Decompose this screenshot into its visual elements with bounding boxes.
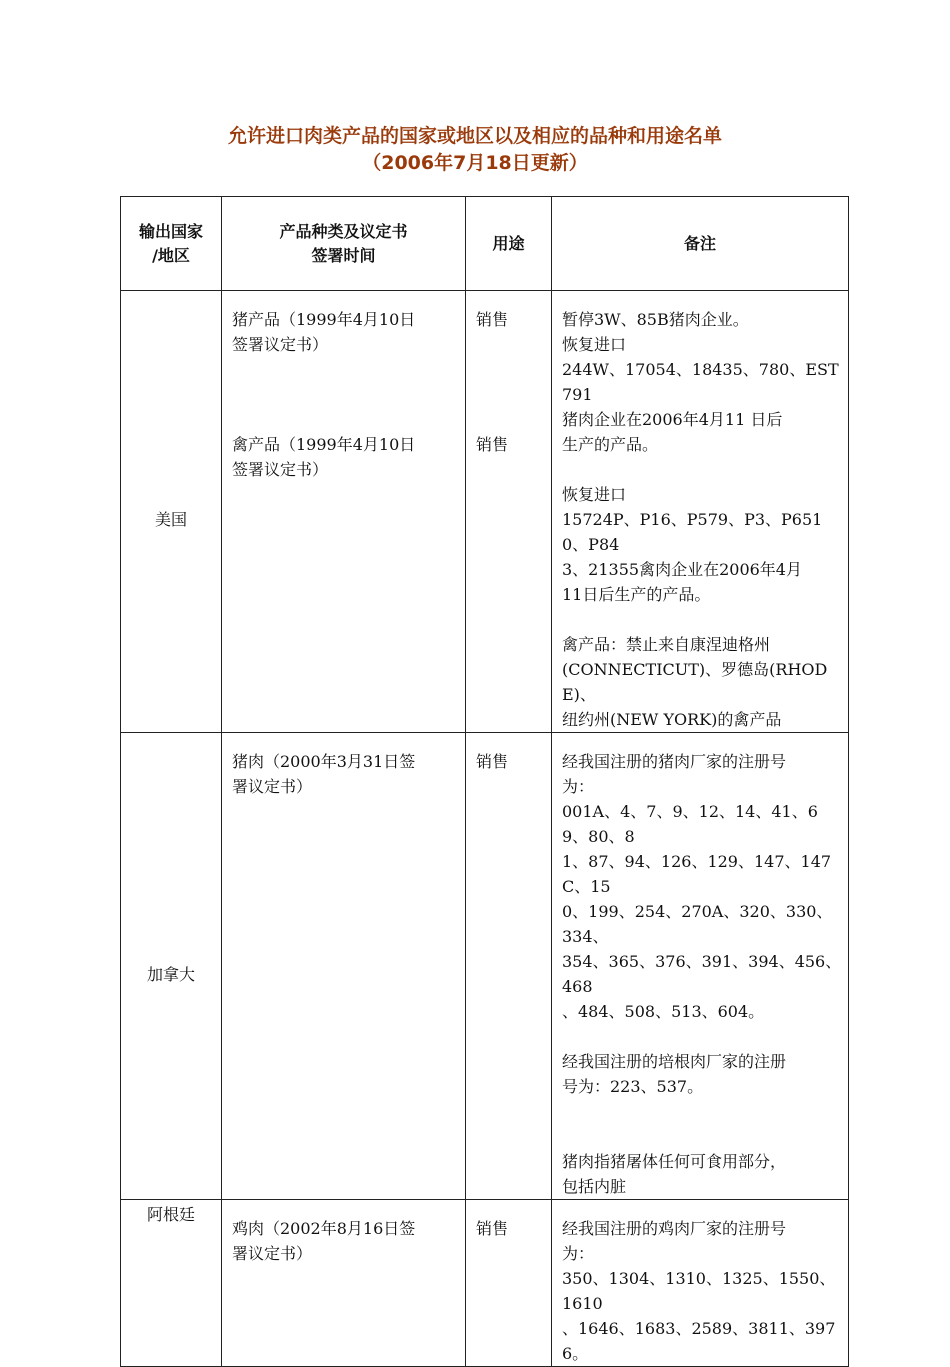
country-usa: 美国 <box>121 291 222 733</box>
table-header-row <box>121 197 849 291</box>
meat-import-table <box>120 196 849 1367</box>
remark-cell-canada: 经我国注册的猪肉厂家的注册号 为： 001A、4、7、9、12、14、41、69、80、8 1、87、94、126、129、147、147C、15 0、199、254、270A、320、330、334、 354、365、376、391、394、456、468 、484、508、513、604。 经我国注册的培根肉厂家的注册 号为：223、537。 猪肉指猪屠体任何可食用部分， 包括内脏 <box>552 733 849 1200</box>
document-title: 允许进口肉类产品的国家或地区以及相应的品种和用途名单 <box>227 125 722 147</box>
header-remark: 备注 <box>552 197 849 291</box>
product-cell-usa: 猪产品（1999年4月10日 签署议定书） 禽产品（1999年4月10日 签署议定书） <box>222 291 466 733</box>
document-subtitle-date: （2006年7月18日更新） <box>362 152 588 174</box>
remark-cell-argentina: 经我国注册的鸡肉厂家的注册号 为： 350、1304、1310、1325、1550、1610 、1646、1683、2589、3811、3976。 <box>552 1200 849 1367</box>
table-row-canada <box>121 733 849 1200</box>
product-cell-argentina: 鸡肉（2002年8月16日签 署议定书） <box>222 1200 466 1367</box>
table-row-usa <box>121 291 849 733</box>
header-use: 用途 <box>466 197 552 291</box>
use-cell-argentina: 销售 <box>466 1200 552 1367</box>
remark-cell-usa: 暂停3W、85B猪肉企业。 恢复进口 244W、17054、18435、780、EST791 猪肉企业在2006年4月11 日后 生产的产品。 恢复进口 15724P、P16、P579、P3、P6510、P84 3、21355禽肉企业在2006年4月 11日后生产的产品。 禽产品：禁止来自康涅迪格州 (CONNECTICUT)、罗德岛(RHODE)、 纽约州(NEW YORK)的禽产品 <box>552 291 849 733</box>
country-argentina: 阿根廷 <box>121 1200 222 1367</box>
header-product: 产品种类及议定书 签署时间 <box>222 197 466 291</box>
header-country: 输出国家 /地区 <box>121 197 222 291</box>
country-canada: 加拿大 <box>121 733 222 1200</box>
use-cell-canada: 销售 <box>466 733 552 1200</box>
product-cell-canada: 猪肉（2000年3月31日签 署议定书） <box>222 733 466 1200</box>
table-row-argentina <box>121 1200 849 1367</box>
use-cell-usa: 销售 销售 <box>466 291 552 733</box>
